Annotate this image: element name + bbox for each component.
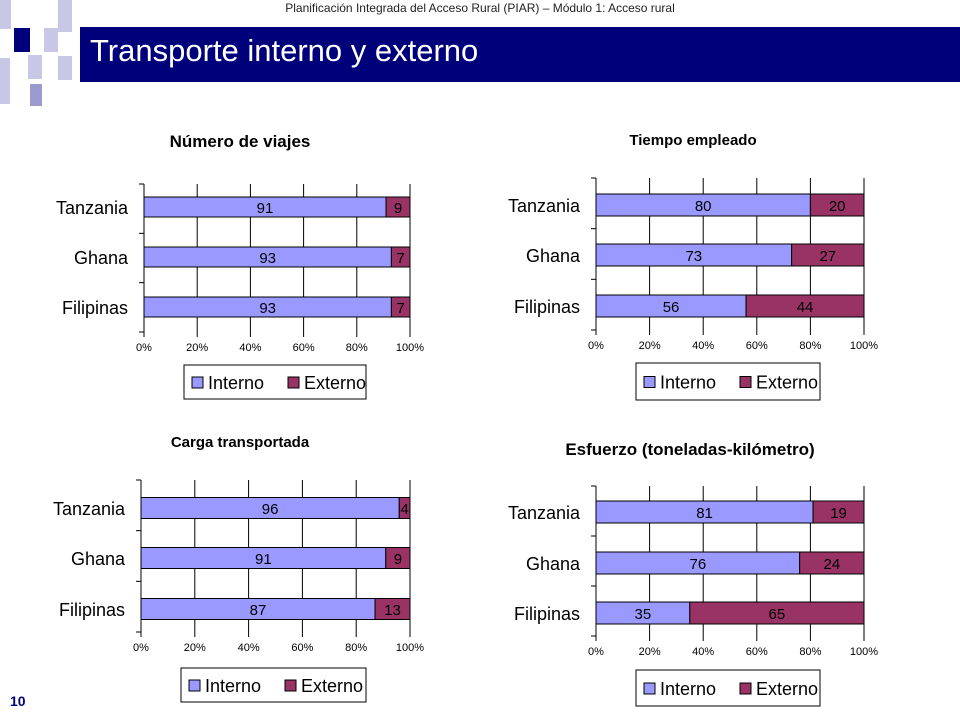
x-tick-label: 60%	[745, 340, 768, 352]
x-tick-label: 60%	[745, 646, 768, 658]
data-label-externo: 7	[396, 250, 405, 267]
data-label-interno: 56	[662, 299, 680, 316]
x-tick-label: 80%	[799, 340, 822, 352]
data-label-interno: 80	[694, 198, 712, 215]
x-tick-label: 80%	[799, 646, 822, 658]
legend-label-externo: Externo	[301, 676, 364, 696]
data-label-externo: 9	[393, 551, 403, 568]
chart-title: Carga transportada	[170, 434, 310, 451]
x-tick-label: 0%	[133, 642, 149, 654]
x-tick-label: 0%	[136, 342, 152, 354]
x-tick-label: 80%	[345, 642, 368, 654]
x-tick-label: 60%	[292, 342, 315, 354]
chart-title: Tiempo empleado	[629, 132, 757, 149]
data-label-externo: 20	[828, 198, 846, 215]
legend-label-interno: Interno	[208, 373, 265, 393]
data-label-externo: 19	[830, 505, 847, 522]
x-tick-label: 0%	[588, 646, 604, 658]
category-label: Filipinas	[58, 600, 125, 620]
category-label: Tanzania	[507, 503, 580, 523]
x-tick-label: 100%	[395, 642, 425, 654]
legend-label-interno: Interno	[660, 372, 717, 393]
presentation-subtitle: Planificación Integrada del Acceso Rural (PIAR) – Módulo 1: Acceso rural	[285, 1, 675, 15]
data-label-interno: 35	[634, 606, 652, 623]
data-label-interno: 76	[689, 556, 707, 573]
legend-label-externo: Externo	[304, 373, 367, 393]
page-title: Transporte interno y externo	[90, 33, 479, 68]
data-label-interno: 93	[259, 250, 277, 267]
x-tick-label: 100%	[849, 340, 879, 352]
legend-label-externo: Externo	[756, 679, 819, 699]
x-tick-label: 40%	[237, 642, 260, 654]
data-label-externo: 27	[819, 248, 837, 265]
data-label-externo: 7	[396, 300, 405, 317]
x-tick-label: 20%	[638, 646, 661, 658]
category-label: Filipinas	[513, 604, 580, 624]
x-tick-label: 80%	[345, 342, 368, 354]
legend-label-externo: Externo	[756, 372, 819, 393]
x-tick-label: 40%	[692, 340, 715, 352]
legend-swatch-interno	[644, 683, 655, 694]
data-label-interno: 73	[685, 248, 703, 265]
data-label-interno: 91	[256, 200, 274, 217]
x-tick-label: 20%	[186, 342, 209, 354]
data-label-interno: 93	[259, 300, 277, 317]
x-tick-label: 100%	[395, 342, 425, 354]
category-label: Ghana	[525, 246, 580, 266]
data-label-externo: 13	[384, 602, 401, 619]
data-label-externo: 44	[796, 299, 814, 316]
legend-label-interno: Interno	[660, 679, 717, 699]
category-label: Tanzania	[55, 198, 128, 218]
data-label-externo: 4	[400, 501, 409, 518]
category-label: Filipinas	[61, 298, 128, 318]
category-label: Ghana	[525, 554, 580, 574]
x-tick-label: 60%	[291, 642, 314, 654]
legend-swatch-externo	[740, 683, 751, 694]
category-label: Tanzania	[507, 196, 580, 216]
category-label: Filipinas	[513, 297, 580, 317]
data-label-externo: 65	[768, 606, 786, 623]
chart-title: Esfuerzo (toneladas-kilómetro)	[565, 440, 815, 459]
x-tick-label: 40%	[692, 646, 715, 658]
x-tick-label: 100%	[849, 646, 879, 658]
category-label: Ghana	[73, 248, 128, 268]
x-tick-label: 40%	[239, 342, 262, 354]
data-label-interno: 91	[255, 551, 272, 568]
data-label-interno: 81	[696, 505, 713, 522]
x-tick-label: 20%	[183, 642, 206, 654]
page-number: 10	[10, 693, 26, 709]
x-tick-label: 0%	[588, 340, 604, 352]
data-label-externo: 24	[823, 556, 841, 573]
chart-title: Número de viajes	[169, 132, 311, 151]
data-label-interno: 87	[249, 602, 267, 619]
legend-label-interno: Interno	[205, 676, 262, 696]
category-label: Ghana	[70, 549, 125, 569]
data-label-externo: 9	[393, 200, 403, 217]
category-label: Tanzania	[52, 499, 125, 519]
data-label-interno: 96	[261, 501, 279, 518]
x-tick-label: 20%	[638, 340, 661, 352]
